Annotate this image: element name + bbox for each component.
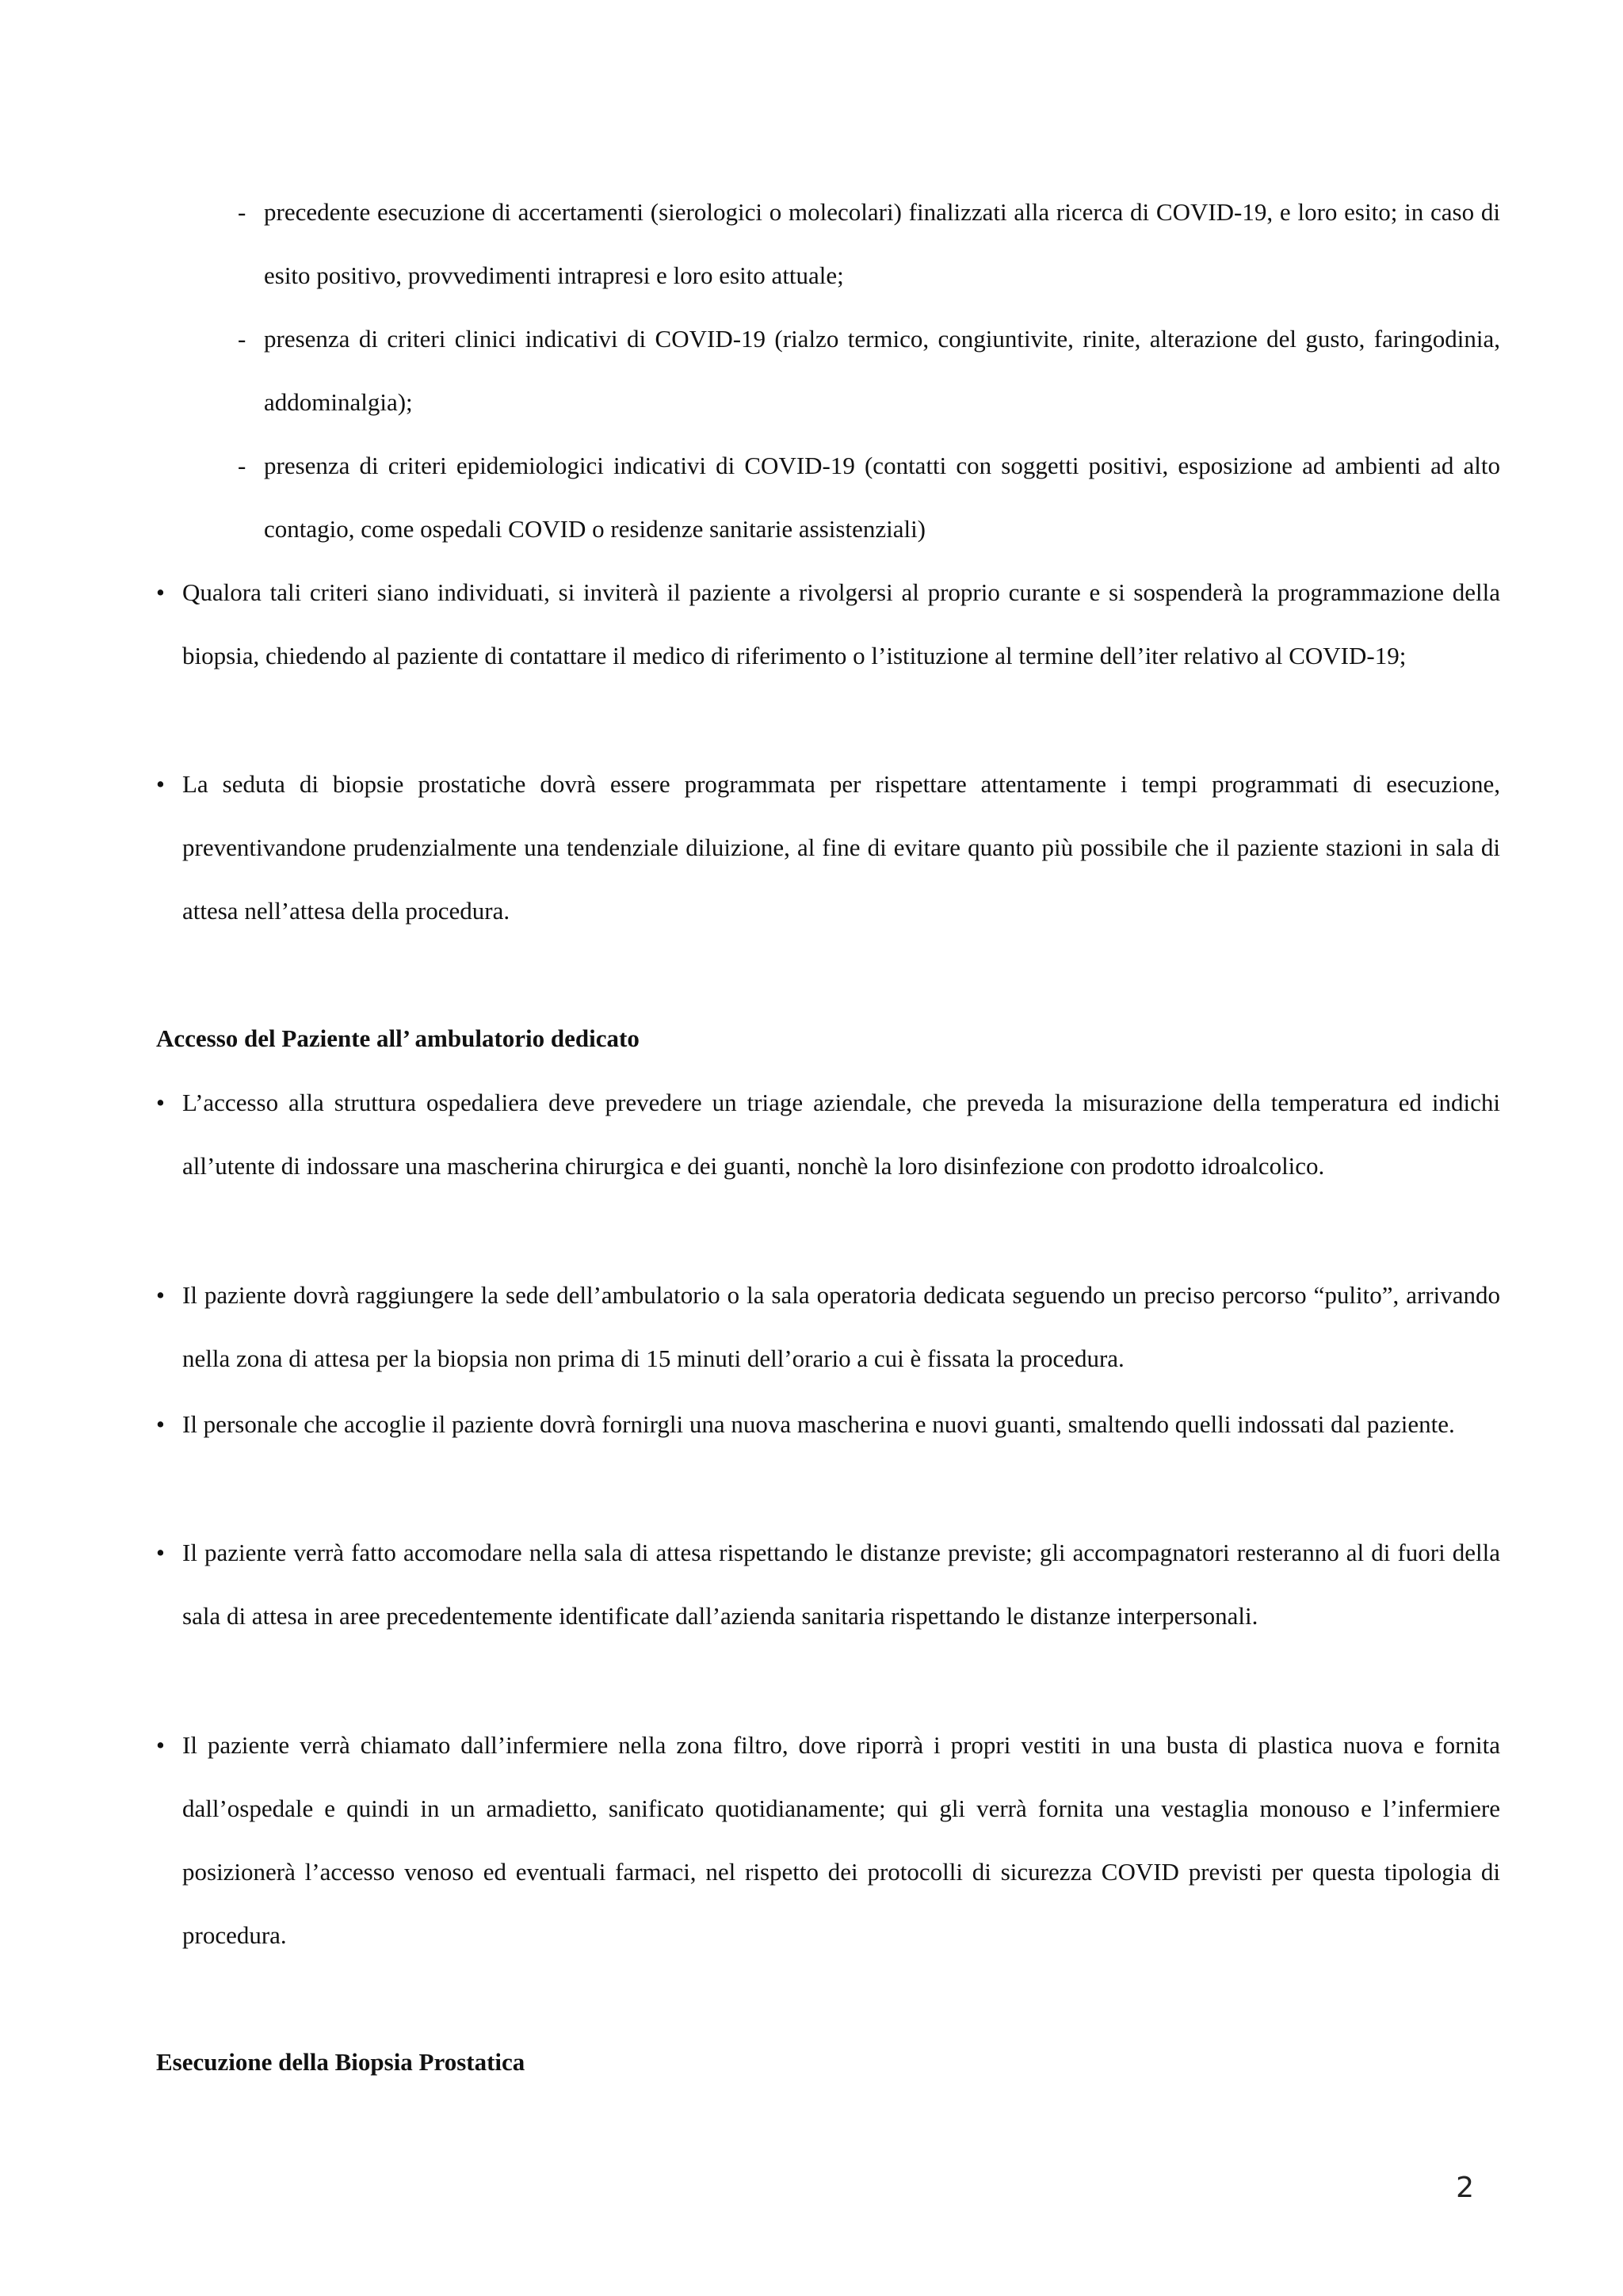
dash-item-text: presenza di criteri clinici indicativi di COVID-19 (rialzo termico, congiuntivite, rinite, alterazione del gusto, faringodinia, addominalgia);	[264, 325, 1500, 416]
bullet-list-item	[156, 1071, 1500, 1198]
dash-marker: -	[238, 325, 246, 353]
bullet-list-item	[156, 753, 1500, 943]
section-heading-execution: Esecuzione della Biopsia Prostatica	[156, 2048, 525, 2076]
bullet-list-item	[156, 1393, 1500, 1456]
dash-marker: -	[238, 452, 246, 479]
bullet-list-item	[156, 561, 1500, 688]
dash-list-item	[238, 307, 1500, 434]
bullet-item-text: Il paziente verrà fatto accomodare nella sala di attesa rispettando le distanze previste; gli accompagnatori resteranno al di fuori della sala di attesa in aree precedentemente identificate dall’azienda sanitaria rispettando le distanze interpersonali.	[182, 1539, 1500, 1630]
dash-list-item	[238, 434, 1500, 561]
bullet-marker: •	[156, 1281, 165, 1309]
dash-list-item	[238, 181, 1500, 307]
dash-item-text: presenza di criteri epidemiologici indicativi di COVID-19 (contatti con soggetti positivi, esposizione ad ambienti ad alto contagio, come ospedali COVID o residenze sanitarie assistenziali)	[264, 452, 1500, 543]
bullet-item-text: Il paziente verrà chiamato dall’infermiere nella zona filtro, dove riporrà i propri vestiti in una busta di plastica nuova e fornita dall’ospedale e quindi in un armadietto, sanificato quotidianamente; qui gli verrà fornita una vestaglia monouso e l’infermiere posizionerà l’accesso venoso ed eventuali farmaci, nel rispetto dei protocolli di sicurezza COVID previsti per questa tipologia di procedura.	[182, 1731, 1500, 1949]
dash-item-text: precedente esecuzione di accertamenti (sierologici o molecolari) finalizzati alla ricerca di COVID-19, e loro esito; in caso di esito positivo, provvedimenti intrapresi e loro esito attuale;	[264, 198, 1500, 289]
bullet-item-text: L’accesso alla struttura ospedaliera deve prevedere un triage aziendale, che preveda la misurazione della temperatura ed indichi all’utente di indossare una mascherina chirurgica e dei guanti, nonchè la loro disinfezione con prodotto idroalcolico.	[182, 1089, 1500, 1180]
bullet-item-text: Qualora tali criteri siano individuati, si inviterà il paziente a rivolgersi al proprio curante e si sospenderà la programmazione della biopsia, chiedendo al paziente di contattare il medico di riferimento o l’istituzione al termine dell’iter relativo al COVID-19;	[182, 578, 1500, 669]
bullet-item-text: La seduta di biopsie prostatiche dovrà essere programmata per rispettare attentamente i tempi programmati di esecuzione, preventivandone prudenzialmente una tendenziale diluizione, al fine di evitare quanto più possibile che il paziente stazioni in sala di attesa nell’attesa della procedura.	[182, 770, 1500, 925]
bullet-marker: •	[156, 1539, 165, 1566]
bullet-list-item	[156, 1264, 1500, 1390]
bullet-marker: •	[156, 1410, 165, 1438]
bullet-marker: •	[156, 1731, 165, 1759]
page-number: 2	[1456, 2172, 1474, 2204]
bullet-list-item	[156, 1521, 1500, 1648]
bullet-list-item	[156, 1714, 1500, 1967]
dash-marker: -	[238, 198, 246, 226]
bullet-marker: •	[156, 578, 165, 606]
bullet-marker: •	[156, 770, 165, 798]
bullet-marker: •	[156, 1089, 165, 1116]
bullet-item-text: Il personale che accoglie il paziente dovrà fornirgli una nuova mascherina e nuovi guanti, smaltendo quelli indossati dal paziente.	[182, 1410, 1455, 1438]
section-heading-access: Accesso del Paziente all’ ambulatorio dedicato	[156, 1024, 640, 1052]
bullet-item-text: Il paziente dovrà raggiungere la sede dell’ambulatorio o la sala operatoria dedicata seguendo un preciso percorso “pulito”, arrivando nella zona di attesa per la biopsia non prima di 15 minuti dell’orario a cui è fissata la procedura.	[182, 1281, 1500, 1372]
